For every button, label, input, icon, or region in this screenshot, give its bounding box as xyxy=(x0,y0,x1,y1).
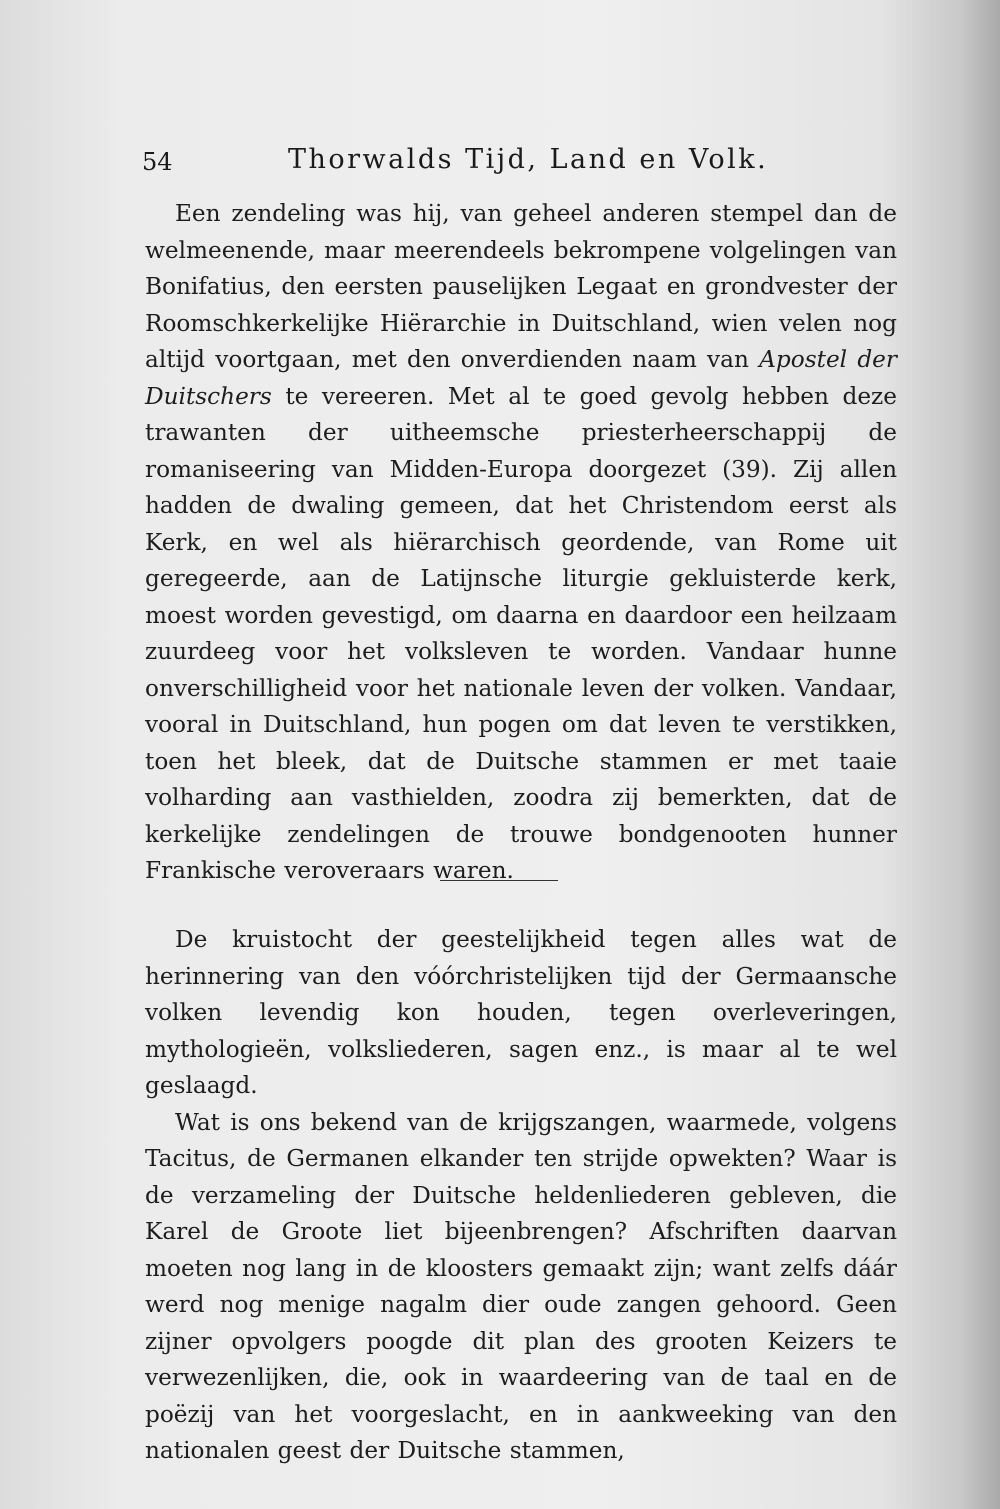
section-1 xyxy=(145,196,897,890)
paragraph-1-text-b: te vereeren. Met al te goed gevolg hebben deze trawanten der uitheemsche priesterheerschappij de romaniseering van Midden-Europa doorgezet (39). Zij allen hadden de dwaling gemeen, dat het Christendom eerst als Kerk, en wel als hiërarchisch geordende, van Rome uit geregeerde, aan de Latijnsche liturgie gekluisterde kerk, moest worden gevestigd, om daarna en daardoor een heilzaam zuurdeeg voor het volksleven te worden. Vandaar hunne onverschilligheid voor het nationale leven der volken. Vandaar, vooral in Duitschland, hun pogen om dat leven te verstikken, toen het bleek, dat de Duitsche stammen er met taaie volharding aan vasthielden, zoodra zij bemerkten, dat de kerkelijke zendelingen de trouwe bondgenooten hunner Frankische veroveraars waren. xyxy=(145,382,897,884)
section-divider xyxy=(440,880,558,881)
paragraph-1-text-a: Een zendeling was hij, van geheel anderen stempel dan de welmeenende, maar meerendeels bekrompene volgelingen van Bonifatius, den eersten pauselijken Legaat en grondvester der Roomschkerkelijke Hiërarchie in Duitschland, wien velen nog altijd voortgaan, met den onverdienden naam van xyxy=(145,200,897,373)
page-header xyxy=(142,140,897,184)
page-number: 54 xyxy=(142,148,173,176)
paragraph-1-italic: Apostel der Duitschers xyxy=(145,346,897,410)
paragraph-1 xyxy=(145,196,897,890)
running-title: Thorwalds Tijd, Land en Volk. xyxy=(288,144,769,175)
paragraph-3: Wat is ons bekend van de krijgszangen, waarmede, volgens Tacitus, de Germanen elkander ten strijde opwekten? Waar is de verzameling der Duitsche heldenliederen gebleven, die Karel de Groote liet bijeenbrengen? Afschriften daarvan moeten nog lang in de kloosters gemaakt zijn; want zelfs dáár werd nog menige nagalm dier oude zangen gehoord. Geen zijner opvolgers poogde dit plan des grooten Keizers te verwezenlijken, die, ook in waardeering van de taal en de poëzij van het voorgeslacht, en in aankweeking van den nationalen geest der Duitsche stammen, xyxy=(145,1108,897,1464)
section-2 xyxy=(145,922,897,1470)
paragraph-2: De kruistocht der geestelijkheid tegen alles wat de herinnering van den vóórchristelijken tijd der Germaansche volken levendig kon houden, tegen overleveringen, mythologieën, volksliederen, sagen enz., is maar al te wel geslaagd. xyxy=(145,926,897,1099)
